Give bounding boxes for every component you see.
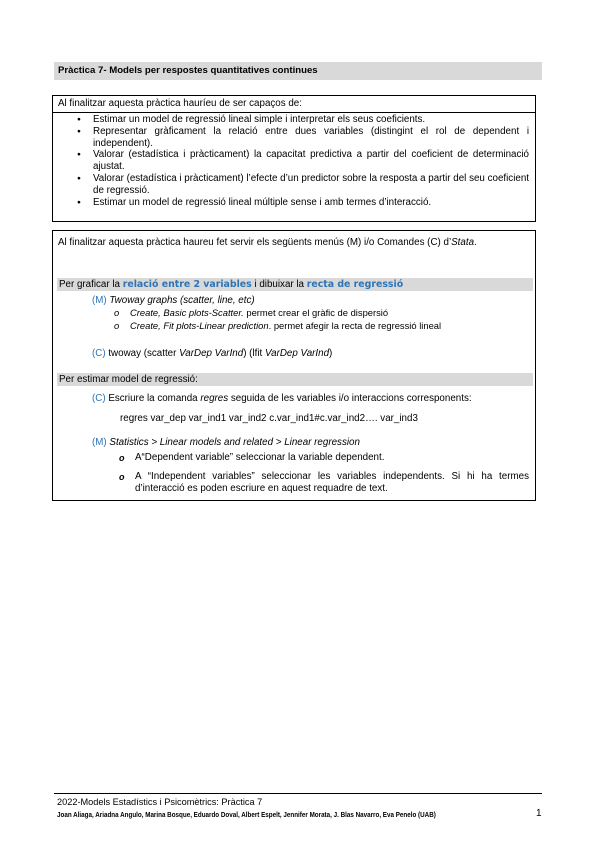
- command-text: seguida de les variables i/o interaccions corresponents:: [228, 393, 472, 404]
- tools-intro: [53, 231, 535, 249]
- regression-command: regres var_dep var_ind1 var_ind2 c.var_ind1#c.var_ind2…. var_ind3: [120, 413, 418, 424]
- graph-menu-line: [92, 295, 255, 307]
- objective-item: ● Estimar un model de regressió lineal múltiple sense i amb termes d’interacció.: [93, 197, 529, 209]
- model-bullet: [119, 452, 529, 464]
- graph-sub-item: [114, 307, 388, 319]
- graph-sub-item: [114, 320, 441, 332]
- sub-item-italic: Create, Fit plots-Linear prediction: [130, 320, 269, 331]
- bullet-text: A“Dependent variable” seleccionar la variable dependent.: [135, 452, 385, 463]
- command-text: ): [329, 348, 333, 359]
- graph-heading-mid: i dibuixar la: [251, 279, 307, 290]
- command-tag: (C): [92, 348, 106, 359]
- footer-divider: [54, 793, 542, 794]
- command-text: twoway (scatter: [105, 348, 180, 359]
- model-section-heading: Per estimar model de regressió:: [57, 373, 533, 386]
- page-number: 1: [536, 808, 542, 819]
- graph-highlight-regression: recta de regressió: [306, 279, 404, 290]
- graph-highlight-relation: relació entre 2 variables: [122, 279, 252, 290]
- page-title: Pràctica 7- Models per respostes quantitatives continues: [54, 62, 542, 80]
- graph-menu-text: Twoway graphs (scatter, line, etc): [109, 295, 255, 306]
- sub-item-rest: permet crear el gràfic de dispersió: [243, 307, 389, 318]
- model-menu-line: [92, 437, 360, 449]
- graph-heading-pre: Per graficar la: [59, 279, 123, 290]
- tools-box: [52, 230, 536, 501]
- command-tag: (C): [92, 393, 106, 404]
- command-args: VarDep VarInd: [179, 348, 244, 359]
- objective-item: ● Valorar (estadística i pràcticament) l’efecte d’un predictor sobre la resposta a partir del seu coeficient de regressió.: [93, 173, 529, 197]
- sub-marker: o: [114, 307, 120, 318]
- stata-name: Stata: [451, 237, 475, 248]
- objective-item: ● Representar gràficament la relació entre dues variables (distingint el rol de dependent i independent).: [93, 126, 529, 150]
- bullet-marker: o: [119, 472, 125, 482]
- objective-item: ● Valorar (estadística i pràcticament) la capacitat predictiva a partir del coeficient de determinació ajustat.: [93, 149, 529, 173]
- objective-item: ● Estimar un model de regressió lineal simple i interpretar els seus coeficients.: [93, 114, 529, 126]
- bullet-text: A “Independent variables” seleccionar les variables independents. Si hi ha termes d’interacció es poden escriure en aquest requadre de text.: [135, 471, 529, 494]
- command-text: Escriure la comanda: [105, 393, 201, 404]
- sub-marker: o: [114, 320, 120, 331]
- command-args: VarDep VarInd: [264, 348, 330, 359]
- menu-tag: (M): [92, 437, 107, 448]
- graph-section-heading: [57, 278, 533, 291]
- menu-tag: (M): [92, 295, 107, 306]
- tools-intro-text: Al finalitzar aquesta pràctica haureu fet servir els següents menús (M) i/o Comandes (C) d’: [58, 237, 452, 248]
- model-bullet: [119, 471, 529, 495]
- command-text: ) (lfit: [243, 348, 265, 359]
- objectives-box: [52, 95, 536, 222]
- objectives-intro: Al finalitzar aquesta pràctica hauríeu de ser capaços de:: [53, 96, 535, 113]
- command-name: regres: [200, 393, 229, 404]
- tools-intro-end: .: [474, 237, 477, 248]
- graph-command-line: [92, 348, 332, 360]
- footer-authors: Joan Aliaga, Ariadna Angulo, Marina Bosque, Eduardo Doval, Albert Espelt, Jennifer Morata, J. Blas Navarro, Eva Penelo (UAB): [57, 810, 436, 819]
- objectives-list: [53, 113, 535, 208]
- sub-item-italic: Create, Basic plots-Scatter.: [130, 307, 244, 318]
- sub-item-rest: . permet afegir la recta de regressió lineal: [268, 320, 442, 331]
- footer-course: 2022-Models Estadístics i Psicomètrics: Pràctica 7: [57, 797, 263, 807]
- model-command-line: [92, 393, 472, 405]
- menu-path: Statistics > Linear models and related > Linear regression: [106, 437, 360, 448]
- bullet-marker: o: [119, 453, 125, 463]
